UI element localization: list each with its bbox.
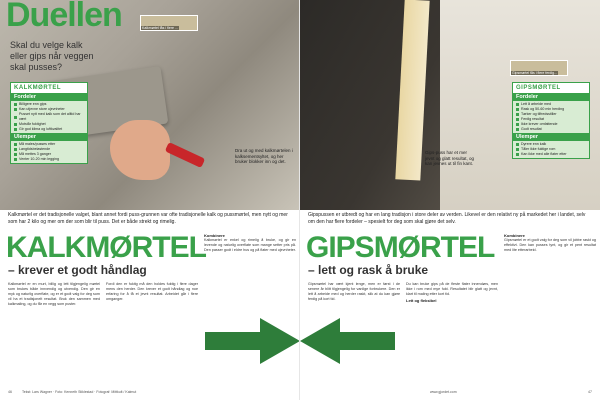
- bullet-icon: [516, 103, 519, 106]
- right-page: [300, 0, 600, 400]
- body-column-3: [504, 232, 596, 253]
- inset-label: Gipsmørtel fås i flere ferdig...: [512, 71, 557, 75]
- pros-label: Fordeler: [513, 93, 589, 101]
- headline: KALKMØRTEL: [6, 231, 206, 264]
- list-item-label: Må mettes 3 ganger: [19, 152, 51, 156]
- box-title: GIPSMØRTEL: [513, 83, 589, 93]
- cons-label: Ulemper: [11, 133, 87, 141]
- column-heading: Kombinere: [204, 233, 225, 238]
- list-item-label: Må males/pusses etter: [19, 142, 56, 146]
- pros-list: [513, 101, 589, 133]
- list-item-label: Ferdig resultat: [521, 117, 544, 121]
- bullet-icon: [516, 143, 519, 146]
- gips-info-box: [512, 82, 590, 159]
- bullet-icon: [516, 128, 519, 131]
- list-item-label: Tørker og tilfredsstiller: [521, 112, 557, 116]
- bullet-icon: [516, 113, 519, 116]
- pros-label: Fordeler: [11, 93, 87, 101]
- list-item-label: Lett å arbeide med: [521, 102, 551, 106]
- list-item-label: Kan utjevne store ujevnheter: [19, 107, 65, 111]
- bullet-icon: [14, 153, 17, 156]
- body-column-2: [406, 282, 498, 303]
- kalk-info-box: [10, 82, 88, 164]
- list-item-label: Godt resultat: [521, 127, 542, 131]
- list-item: [14, 127, 84, 132]
- photo-caption: Dra ut og med kalkmørtelen i kalksementsyltet, og her bruker blokker inn og det.: [235, 148, 293, 164]
- kalk-inset-image: [140, 15, 198, 31]
- intro-text: Kalkmørtel er det tradisjonelle valget, blant annet fordi puss-grunnen var ofte tradisjonelle kalk og pussmørtel, men nytt og mer som har 2 kilo og mer om der som blir til puss. Det er både strekt og rimelig.: [8, 212, 288, 225]
- list-item-label: Billigere enn gips: [19, 102, 47, 106]
- column-heading: Lett og fleksibel: [406, 298, 437, 303]
- bullet-icon: [516, 118, 519, 121]
- tagline: – lett og rask å bruke: [308, 263, 429, 277]
- list-item-label: Pusset nytt med kalk som det alltid har vært: [19, 112, 81, 121]
- bullet-icon: [14, 123, 17, 126]
- bullet-icon: [516, 148, 519, 151]
- column-text: Gipsmørtel er et godt valg for deg som vil jobbe raskt og effektivt. Den kan pusses tynt, og gir et pent resultat med lite etterarbeid.: [504, 238, 596, 252]
- list-item-label: Motstår fuktighet: [19, 122, 46, 126]
- cons-list: [11, 141, 87, 163]
- hand-image: [110, 120, 170, 180]
- arrow-left-icon: [300, 318, 395, 364]
- list-item-label: Rask og 50-60 min herding: [521, 107, 565, 111]
- credit-line: Tekst: Lars Wagner · Foto: Kenneth Stiklestad · Fotograf: Mittkult / Kalmut: [22, 390, 137, 394]
- bullet-icon: [14, 116, 17, 119]
- column-text: Kalkmørtel er enkel og rimelig å bruke, og gir en levende og naturlig overflate som mange setter pris på. Den passer godt i eldre hus og på flater med ujevnheter.: [204, 238, 296, 252]
- pros-list: [11, 101, 87, 133]
- list-item-label: Langtidsbelastende: [19, 147, 51, 151]
- body-column-2: Fordi den er fuktig må den holdes fuktig i flere dager mens den herder. Den krever et godt håndlag og noe erfaring for å få et jevnt resultat. Arbeidet går i flere omganger.: [106, 282, 198, 301]
- gips-inset-image: [510, 60, 568, 76]
- list-item-label: Kan ikke med alle flater etter: [521, 152, 567, 156]
- website-footer: www.gjordet.com: [430, 390, 457, 394]
- list-item: [516, 127, 586, 132]
- list-item-label: Gir god klima og luftkvalitet: [19, 127, 63, 131]
- inset-label: Kalkmørtel fås i flere ...: [142, 26, 178, 30]
- bullet-icon: [516, 108, 519, 111]
- list-item: [516, 152, 586, 157]
- list-item: [14, 157, 84, 162]
- bullet-icon: [14, 143, 17, 146]
- list-item-label: Ikke krever omfattende: [521, 122, 558, 126]
- page-number: 46: [8, 390, 12, 394]
- cons-list: [513, 141, 589, 158]
- bullet-icon: [516, 153, 519, 156]
- body-column-1: Kalkmørtel er en murt, billig og lett tilgjengelig mørtel som brukes både innvendig og utvendig. Den gir en myk og naturlig overflate, og er et godt valg for deg som vil ha et tradisjonelt resultat. Bruk den sammen med kalkmaling, og du får en vegg som puster.: [8, 282, 100, 306]
- bullet-icon: [516, 123, 519, 126]
- list-item-label: Dyrere enn kalk: [521, 142, 547, 146]
- page-title: Duellen: [6, 0, 122, 34]
- box-title: KALKMØRTEL: [11, 83, 87, 93]
- cons-label: Ulemper: [513, 133, 589, 141]
- question-text: Skal du velge kalk eller gips når veggen skal pusses?: [10, 40, 94, 72]
- intro-text: Gipspussen er utbredt og har en lang tradisjon i store deler av verden. Likevel er den relativt ny på markedet her i landet, selv om den har flere fordeler – spesielt for deg som skal gjøre det selv.: [308, 212, 586, 225]
- bullet-icon: [14, 108, 17, 111]
- tagline: – krever et godt håndlag: [8, 263, 147, 277]
- bullet-icon: [14, 103, 17, 106]
- headline: GIPSMØRTEL: [306, 231, 495, 264]
- body-column-1: Gipsmørtel har vært kjent lenge, men er først i de senere år blitt tilgjengelig for vanlige forbrukere. Den er lett å arbeide med og herder raskt, slik at du kan gjøre ferdig på kort tid.: [308, 282, 400, 301]
- page-number: 47: [588, 390, 592, 394]
- column-text: Du kan bruke gips på de fleste flater innendørs, men ikke i rom med mye fukt. Resultatet blir glatt og jevnt, klart til maling etter kort tid.: [406, 282, 498, 296]
- list-item-label: Venter 10-20 min legging: [19, 157, 59, 161]
- list-item: [14, 112, 84, 122]
- column-heading: Kombinere: [504, 233, 525, 238]
- body-column-3: [204, 232, 296, 253]
- bullet-icon: [14, 158, 17, 161]
- bullet-icon: [14, 148, 17, 151]
- arrow-right-icon: [205, 318, 300, 364]
- bullet-icon: [14, 128, 17, 131]
- photo-caption: Gips-puss har et mer jevnt og glatt resultat, og kan jevnes ut til fin kant.: [425, 150, 475, 166]
- list-item-label: Tåler ikke fuktige rom: [521, 147, 556, 151]
